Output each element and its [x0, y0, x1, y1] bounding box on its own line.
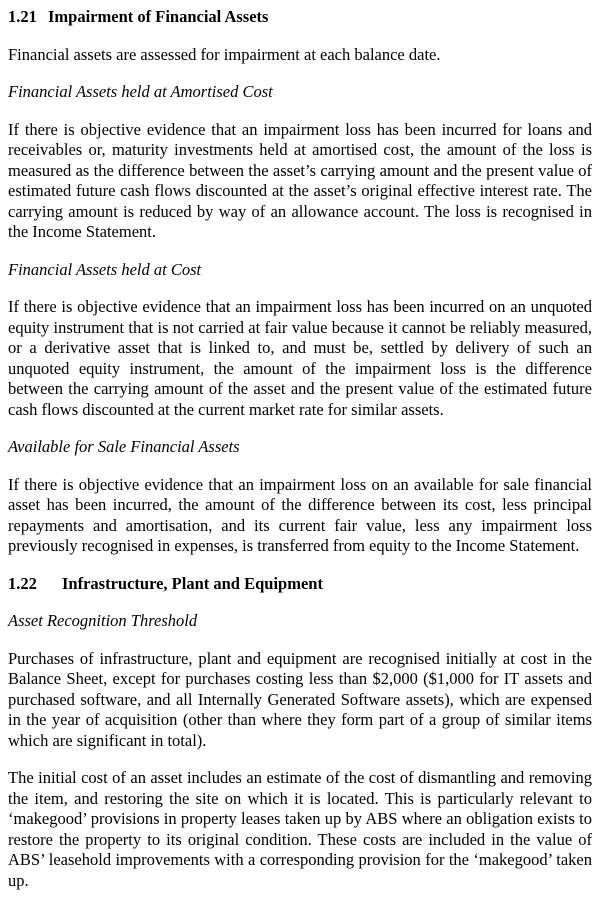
subheading-amortised-cost: Financial Assets held at Amortised Cost [8, 82, 273, 101]
section-title-1-21: Impairment of Financial Assets [48, 7, 269, 26]
subheading-asset-recognition-threshold: Asset Recognition Threshold [8, 611, 198, 630]
subheading-available-for-sale: Available for Sale Financial Assets [8, 437, 240, 456]
paragraph-initial-cost: The initial cost of an asset includes an estimate of the cost of dismantling and removing the item, and restoring the site on which it is located. This is particularly relevant to ‘makegood’ provisions in property leases taken up by ABS where an obligation exists to restore the property to its original condition. These costs are included in the value of ABS’ leasehold improvements with a corresponding provision for the ‘makegood’ taken up. [8, 768, 592, 890]
subheading-held-at-cost: Financial Assets held at Cost [8, 259, 202, 279]
section-heading-1-21 [8, 7, 592, 28]
section-number-1-22: 1.22 [8, 573, 37, 593]
intro-paragraph: Financial assets are assessed for impairment at each balance date. [8, 44, 441, 64]
section-heading-1-22 [8, 574, 592, 595]
paragraph-available-for-sale: If there is objective evidence that an impairment loss on an available for sale financial asset has been incurred, the amount of the difference between its cost, less principal repayments and amortisation, and its current fair value, less any impairment loss previously recognised in expenses, is transferred from equity to the Income Statement. [8, 474, 592, 555]
section-title-1-22: Infrastructure, Plant and Equipment [62, 573, 323, 593]
paragraph-held-at-cost: If there is objective evidence that an impairment loss has been incurred on an unquoted equity instrument that is not carried at fair value because it cannot be reliably measured, or a derivative asset that is linked to, and must be, settled by delivery of such an unquoted equity instrument, the amount of the impairment loss is the difference between the carrying amount of the asset and the present value of the estimated future cash flows discounted at the current market rate for similar assets. [8, 297, 592, 419]
paragraph-amortised-cost: If there is objective evidence that an impairment loss has been incurred for loans and receivables or, maturity investments held at amortised cost, the amount of the loss is measured as the difference between the asset’s carrying amount and the present value of estimated future cash flows discounted at the asset’s original effective interest rate. The carrying amount is reduced by way of an allowance account. The loss is recognised in the Income Statement. [8, 119, 592, 241]
paragraph-purchases: Purchases of infrastructure, plant and equipment are recognised initially at cost in the Balance Sheet, except for purchases costing less than $2,000 ($1,000 for IT assets and purchased software, and all Internally Generated Software assets), which are expensed in the year of acquisition (other than where they form part of a group of similar items which are significant in total). [8, 648, 592, 750]
section-number-1-21: 1.21 [8, 7, 37, 26]
